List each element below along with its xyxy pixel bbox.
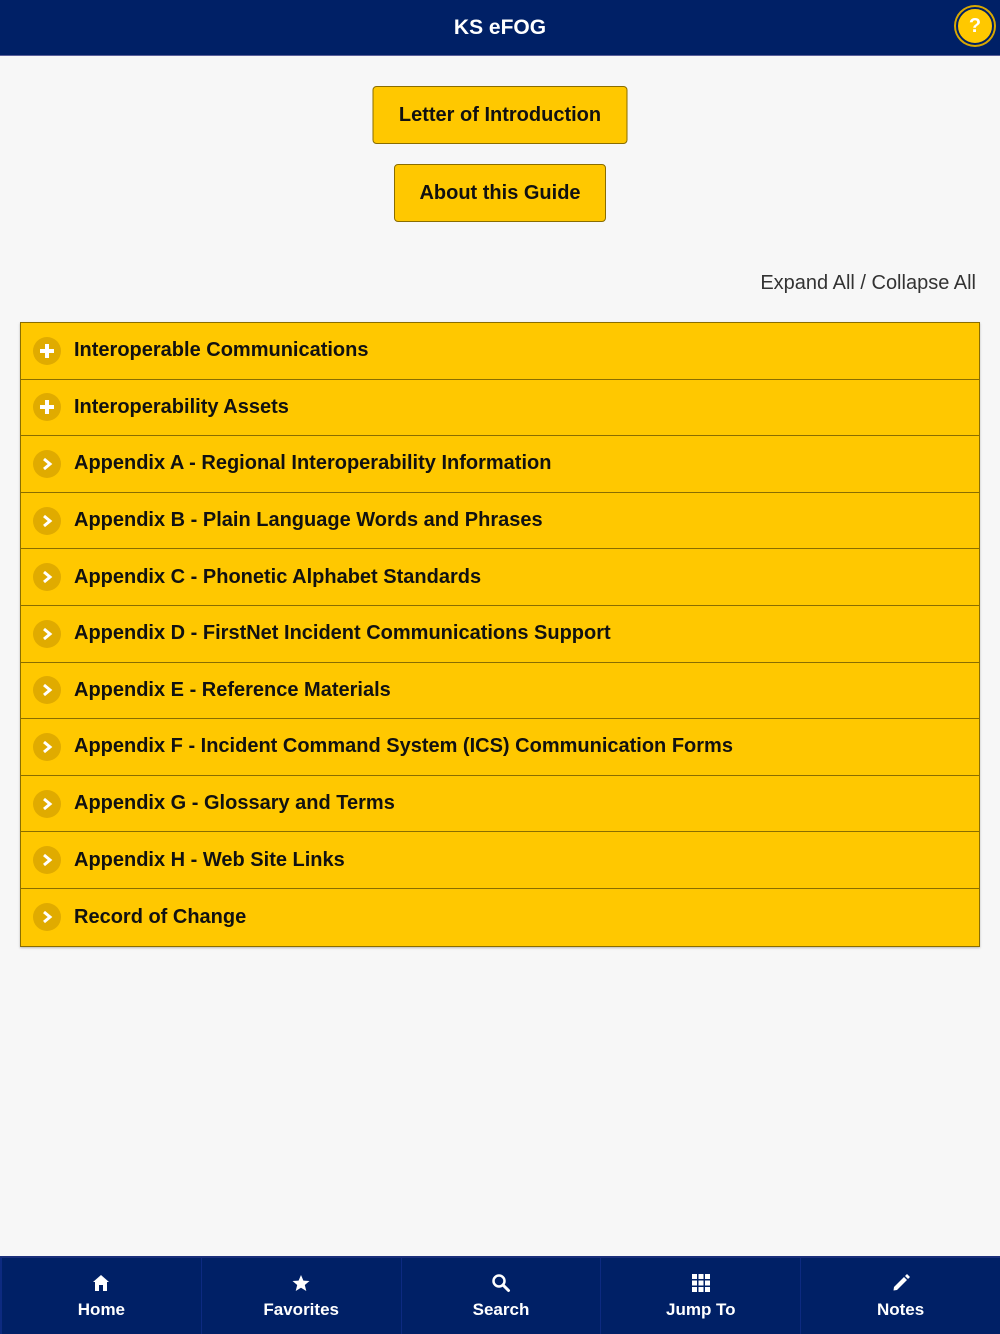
pencil-icon bbox=[891, 1272, 911, 1294]
tab-label: Search bbox=[472, 1300, 530, 1319]
section-item[interactable] bbox=[21, 323, 979, 380]
section-item[interactable] bbox=[21, 436, 979, 493]
section-item[interactable] bbox=[21, 493, 979, 550]
section-label: Appendix E - Reference Materials bbox=[74, 678, 391, 701]
section-label: Appendix D - FirstNet Incident Communications Support bbox=[74, 622, 611, 645]
tab-label: Jump To bbox=[666, 1300, 736, 1319]
chevron-right-icon bbox=[33, 846, 61, 874]
section-label: Appendix C - Phonetic Alphabet Standards bbox=[74, 565, 482, 588]
section-label: Appendix A - Regional Interoperability Information bbox=[74, 452, 552, 475]
plus-icon bbox=[33, 337, 61, 365]
chevron-right-icon bbox=[33, 620, 61, 648]
app-title: KS eFOG bbox=[453, 16, 547, 39]
home-icon bbox=[91, 1272, 111, 1294]
tab-search[interactable] bbox=[401, 1258, 601, 1334]
expand-collapse-all-link[interactable]: Expand All / Collapse All bbox=[760, 272, 976, 294]
tab-favorites[interactable] bbox=[201, 1258, 401, 1334]
tab-home[interactable] bbox=[0, 1258, 201, 1334]
section-item[interactable] bbox=[21, 832, 979, 889]
star-icon bbox=[291, 1272, 311, 1294]
section-item[interactable] bbox=[21, 776, 979, 833]
section-accordion bbox=[20, 322, 980, 947]
section-item[interactable] bbox=[21, 719, 979, 776]
search-icon bbox=[491, 1272, 511, 1294]
about-guide-button[interactable]: About this Guide bbox=[394, 164, 606, 222]
tab-jump-to[interactable] bbox=[600, 1258, 800, 1334]
section-item[interactable] bbox=[21, 663, 979, 720]
chevron-right-icon bbox=[33, 790, 61, 818]
tab-label: Home bbox=[77, 1300, 126, 1319]
letter-of-introduction-button[interactable]: Letter of Introduction bbox=[373, 86, 628, 144]
chevron-right-icon bbox=[33, 733, 61, 761]
section-label: Appendix G - Glossary and Terms bbox=[74, 792, 395, 815]
bottom-tab-bar bbox=[0, 1256, 1000, 1334]
chevron-right-icon bbox=[33, 903, 61, 931]
section-label: Appendix H - Web Site Links bbox=[74, 848, 345, 871]
section-item[interactable] bbox=[21, 380, 979, 437]
section-item[interactable] bbox=[21, 606, 979, 663]
tab-label: Notes bbox=[876, 1300, 925, 1319]
question-icon: ? bbox=[968, 14, 982, 37]
section-label: Interoperable Communications bbox=[74, 339, 369, 362]
chevron-right-icon bbox=[33, 676, 61, 704]
section-label: Interoperability Assets bbox=[74, 395, 289, 418]
plus-icon bbox=[33, 393, 61, 421]
app-header bbox=[0, 0, 1000, 56]
section-label: Record of Change bbox=[74, 905, 247, 928]
chevron-right-icon bbox=[33, 450, 61, 478]
help-button[interactable] bbox=[956, 7, 994, 45]
section-label: Appendix B - Plain Language Words and Phrases bbox=[74, 509, 543, 532]
grid-icon bbox=[691, 1272, 711, 1294]
chevron-right-icon bbox=[33, 563, 61, 591]
section-item[interactable] bbox=[21, 549, 979, 606]
section-label: Appendix F - Incident Command System (ICS) Communication Forms bbox=[74, 735, 733, 758]
tab-label: Favorites bbox=[263, 1300, 339, 1319]
section-item[interactable] bbox=[21, 889, 979, 946]
tab-notes[interactable] bbox=[800, 1258, 1000, 1334]
chevron-right-icon bbox=[33, 507, 61, 535]
